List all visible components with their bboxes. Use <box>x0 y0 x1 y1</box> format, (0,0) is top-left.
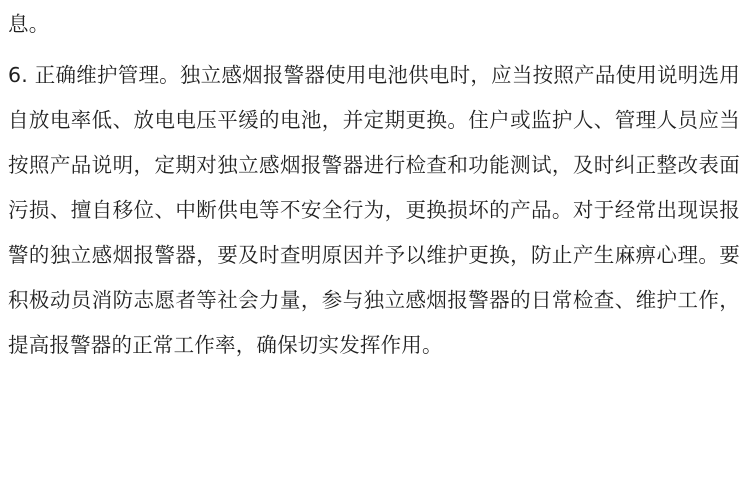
paragraph-continued: 息。 <box>8 12 50 36</box>
document-page <box>0 2 750 487</box>
paragraph-item-6: 6. 正确维护管理。独立感烟报警器使用电池供电时，应当按照产品使用说明选用自放电率低、放电电压平缓的电池，并定期更换。住户或监护人、管理人员应当按照产品说明，定期对独立感烟报警器进行检查和功能测试，及时纠正整改表面污损、擅自移位、中断供电等不安全行为，更换损坏的产品。对于经常出现误报警的独立感烟报警器，要及时查明原因并予以维护更换，防止产生麻痹心理。要积极动员消防志愿者等社会力量，参与独立感烟报警器的日常检查、维护工作，提高报警器的正常工作率，确保切实发挥作用。 <box>8 63 740 357</box>
